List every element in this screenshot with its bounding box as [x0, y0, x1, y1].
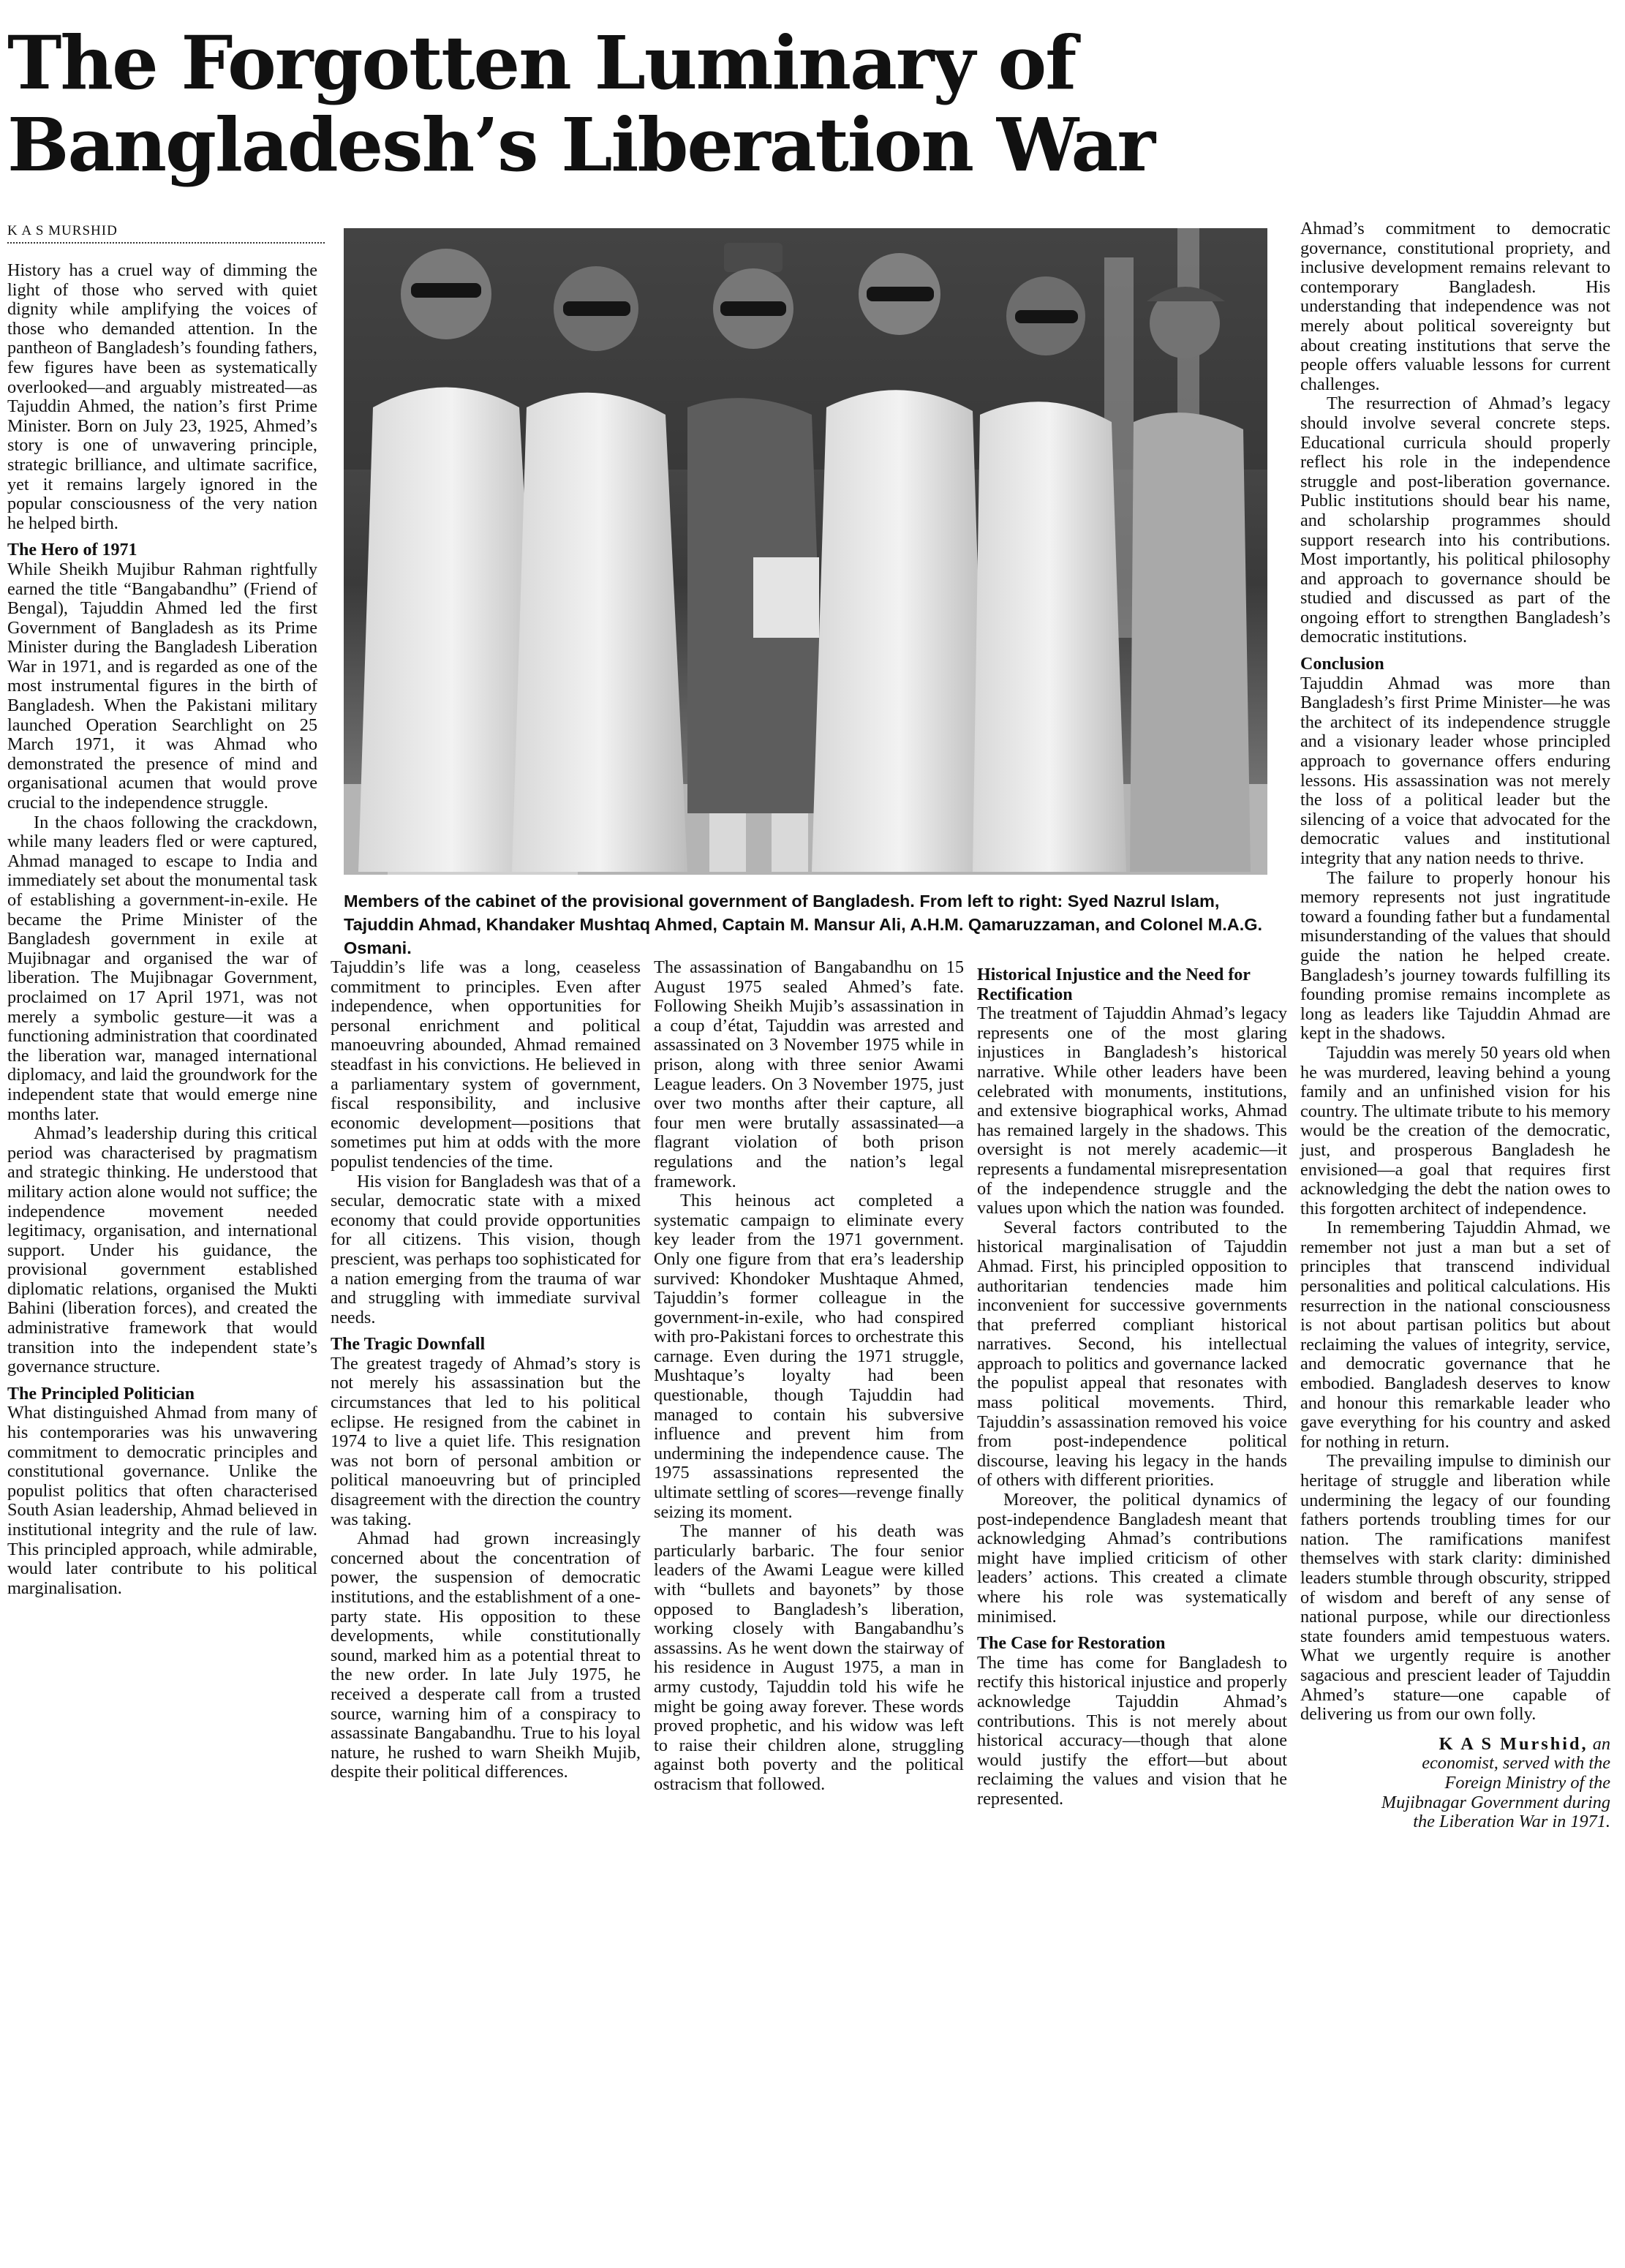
paragraph: The time has come for Bangladesh to rectify this historical injustice and properly acknowledge Tajuddin Ahmad’s contributions. This is not merely about historical accuracy—though that alone would justify the effort—but about reclaiming the values and vision that he represented.	[977, 1652, 1287, 1809]
column-3	[654, 958, 964, 1795]
subhead-tragic-downfall: The Tragic Downfall	[331, 1335, 486, 1355]
paragraph: The prevailing impulse to diminish our heritage of struggle and liberation while undermining the legacy of our founding fathers portends troubling times for our nation. The ramifications manifest themselves with stark clarity: diminished leaders stumble through obscurity, stripped of wisdom and bereft of any sense of national purpose, while our directionless state founders amid tempestuous waters. What we urgently require is another sagacious and prescient leader of Tajuddin Ahmed’s stature—one capable of delivering us from our own folly.	[1300, 1451, 1610, 1725]
column-5	[1300, 219, 1610, 1832]
byline: K A S MURSHID	[7, 223, 325, 244]
paragraph: Moreover, the political dynamics of post-independence Bangladesh meant that acknowledging Ahmad’s contributions might have implied criticism of other leaders’ actions. This created a climate where his role was systematically minimised.	[977, 1490, 1287, 1627]
paragraph: Ahmad had grown increasingly concerned about the concentration of power, the suspension of democratic institutions, and the establishment of a one-party state. His opposition to these developments, while constitutionally sound, marked him as a potential threat to the new order. In late July 1975, he received a desperate call from a trusted source, warning him of a conspiracy to assassinate Bangabandhu. True to his loyal nature, he rushed to warn Sheikh Mujib, despite their political differences.	[331, 1529, 641, 1782]
cabinet-photo	[344, 228, 1267, 875]
paragraph: The assassination of Bangabandhu on 15 August 1975 sealed Ahmed’s fate. Following Sheikh Mujib’s assassination in a coup d’état, Tajuddin was arrested and assassinated on 3 November 1975 while in prison, along with three senior Awami League leaders. On 3 November 1975, just over two months after their capture, all four men were brutally assassinated—a flagrant violation of both prison regulations and the nation’s legal framework.	[654, 957, 964, 1191]
subhead-conclusion: Conclusion	[1300, 655, 1384, 674]
paragraph: While Sheikh Mujibur Rahman rightfully earned the title “Bangabandhu” (Friend of Bengal), Tajuddin Ahmed led the first Government of Bangladesh as its Prime Minister during the Bangladesh Liberation War in 1971, and is regarded as one of the most instrumental figures in the birth of Bangladesh. When the Pakistani military launched Operation Searchlight on 25 March 1971, it was Ahmad who demonstrated the presence of mind and organisational acumen that would prove crucial to the independence struggle.	[7, 559, 317, 813]
subhead-hero-of-1971: The Hero of 1971	[7, 540, 137, 560]
paragraph: The greatest tragedy of Ahmad’s story is not merely his assassination but the circumstances that led to his political eclipse. He resigned from the cabinet in 1974 to live a quiet life. This resignation was not born of personal ambition or political manoeuvring but of principled disagreement with the direction the country was taking.	[331, 1353, 641, 1529]
column-1	[7, 261, 317, 1598]
paragraph: His vision for Bangladesh was that of a secular, democratic state with a mixed economy that could provide opportunities for all citizens. This vision, though prescient, was perhaps too sophisticated for a nation emerging from the trauma of war and struggling with immediate survival needs.	[331, 1171, 641, 1327]
cabinet-photo-image	[344, 228, 1267, 875]
paragraph: The failure to properly honour his memory represents not just ingratitude toward a founding father but a fundamental misunderstanding of the values that should guide the nation he helped create. Bangladesh’s journey towards fulfilling its founding promise remains incomplete as long as leaders like Tajuddin Ahmad are kept in the shadows.	[1300, 867, 1610, 1044]
paragraph: The manner of his death was particularly barbaric. The four senior leaders of the Awami League were killed with “bullets and bayonets” by those opposed to Bangladesh’s liberation, working closely with Bangabandhu’s assassins. As he went down the stairway of his residence in August 1975, a man in army custody, Tajuddin told his wife he might be going away forever. These words proved prophetic, and his widow was left to raise their children alone, struggling against both poverty and the political ostracism that followed.	[654, 1521, 964, 1794]
headline: The Forgotten Luminary of Bangladesh’s Liberation War	[7, 20, 1155, 188]
paragraph: Tajuddin was merely 50 years old when he was murdered, leaving behind a young family and an unfinished vision for his country. The ultimate tribute to his memory would be the creation of the democratic, just, and prosperous Bangladesh he envisioned—a goal that requires first acknowledging the debt the nation owes to this forgotten architect of independence.	[1300, 1042, 1610, 1218]
paragraph: Ahmad’s commitment to democratic governance, constitutional propriety, and inclusive development remains relevant to contemporary Bangladesh. His understanding that independence was not merely about political sovereignty but about creating institutions that serve the people offers valuable lessons for current challenges.	[1300, 219, 1610, 394]
author-bio	[1300, 1735, 1610, 1832]
subhead-principled-politician: The Principled Politician	[7, 1384, 195, 1404]
intro-paragraph: History has a cruel way of dimming the light of those who served with quiet dignity while amplifying the voices of those who demanded attention. In the pantheon of Bangladesh’s founding fathers, few figures have been as systematically overlooked—and arguably mistreated—as Tajuddin Ahmed, the nation’s first Prime Minister. Born on July 23, 1925, Ahmed’s story is one of unwavering principle, strategic brilliance, and ultimate sacrifice, yet it remains largely ignored in the popular consciousness of the very nation he helped birth.	[7, 260, 317, 533]
paragraph: Ahmad’s leadership during this critical period was characterised by pragmatism and strategic thinking. He understood that military action alone would not suffice; the independence movement needed legitimacy, organisation, and international support. Under his guidance, the provisional government established diplomatic relations, organised the Mukti Bahini (liberation forces), and created the administrative framework that would transition into the independent state’s governance structure.	[7, 1123, 317, 1377]
paragraph: In remembering Tajuddin Ahmad, we remember not just a man but a set of principles that transcend individual personalities and political calculations. His resurrection in the national consciousness is not about partisan politics but about reclaiming the values of integrity, service, and democratic governance that he embodied. Bangladesh deserves to know and honour this remarkable leader who gave everything for his country and asked for nothing in return.	[1300, 1218, 1610, 1452]
paragraph: Tajuddin’s life was a long, ceaseless commitment to principles. Even after independence, when opportunities for personal enrichment and political manoeuvring abounded, Ahmad remained steadfast in his convictions. He believed in a parliamentary system of government, fiscal responsibility, and inclusive economic development—positions that sometimes put him at odds with the more populist tendencies of the time.	[331, 957, 641, 1172]
subhead-historical-injustice: Historical Injustice and the Need for Rectification	[977, 965, 1251, 1004]
paragraph: Tajuddin Ahmad was more than Bangladesh’s first Prime Minister—he was the architect of its independence struggle and a visionary leader whose principled approach to governance offers enduring lessons. His assassination was not merely the loss of a political leader but the silencing of a voice that advocated for the democratic values and institutional integrity that any nation needs to thrive.	[1300, 673, 1610, 868]
author-name: K A S Murshid,	[1439, 1733, 1588, 1754]
paragraph: In the chaos following the crackdown, while many leaders fled or were captured, Ahmad managed to escape to India and immediately set about the monumental task of establishing a government-in-exile. He became the Prime Minister of the Bangladesh government in exile at Mujibnagar and organised the war of liberation. The Mujibnagar Government, proclaimed on 17 April 1971, was not merely a symbolic gesture—it was a functioning administration that coordinated the liberation war, managed international diplomacy, and laid the groundwork for the independent state that would emerge nine months later.	[7, 812, 317, 1124]
author-bio-text: an economist, served with the Foreign Ministry of the Mujibnagar Government during the Liberation War in 1971.	[1381, 1733, 1610, 1832]
paragraph: The treatment of Tajuddin Ahmad’s legacy represents one of the most glaring injustices in Bangladesh’s historical narrative. While other leaders have been celebrated with monuments, institutions, and extensive biographical works, Ahmad has remained largely in the shadows. This oversight is not merely academic—it represents a fundamental misrepresentation of the independence struggle and the values upon which the nation was founded.	[977, 1003, 1287, 1218]
column-2	[331, 958, 641, 1782]
paragraph: This heinous act completed a systematic campaign to eliminate every key leader from the 1971 government. Only one figure from that era’s leadership survived: Khondoker Mushtaque Ahmed, Tajuddin’s former colleague in the government-in-exile, who had conspired with pro-Pakistani forces to orchestrate this carnage. Even during the 1971 struggle, Mushtaque’s loyalty had been questionable, though Tajuddin had managed to contain his subversive influence and prevent him from undermining the independence cause. The 1975 assassinations represented the ultimate settling of scores—revenge finally seizing its moment.	[654, 1191, 964, 1522]
paragraph: The resurrection of Ahmad’s legacy should involve several concrete steps. Educational curricula should properly reflect his role in the independence struggle and post-liberation governance. Public institutions should bear his name, and scholarship programmes should support research into his contributions. Most importantly, his political philosophy and approach to governance should be studied and discussed as part of the ongoing effort to strengthen Bangladesh’s democratic institutions.	[1300, 393, 1610, 647]
subhead-case-for-restoration: The Case for Restoration	[977, 1634, 1166, 1654]
photo-caption: Members of the cabinet of the provisional government of Bangladesh. From left to right: Syed Nazrul Islam, Tajuddin Ahmad, Khandaker Mushtaq Ahmed, Captain M. Mansur Ali, A.H.M. Qamaruzzaman, and Colonel M.A.G. Osmani.	[344, 892, 1263, 957]
paragraph: Several factors contributed to the historical marginalisation of Tajuddin Ahmad. First, his principled opposition to authoritarian tendencies made him inconvenient for successive governments that preferred compliant historical narratives. Second, his intellectual approach to politics and governance lacked the populist appeal that resonates with mass political movements. Third, Tajuddin’s assassination removed his voice from post-independence political discourse, leaving his legacy in the hands of others with different priorities.	[977, 1217, 1287, 1491]
paragraph: What distinguished Ahmad from many of his contemporaries was his unwavering commitment to democratic principles and constitutional governance. Unlike the populist politics that often characterised South Asian leadership, Ahmad believed in institutional integrity and the rule of law. This principled approach, while admirable, would later contribute to his political marginalisation.	[7, 1403, 317, 1598]
column-4	[977, 958, 1287, 1809]
